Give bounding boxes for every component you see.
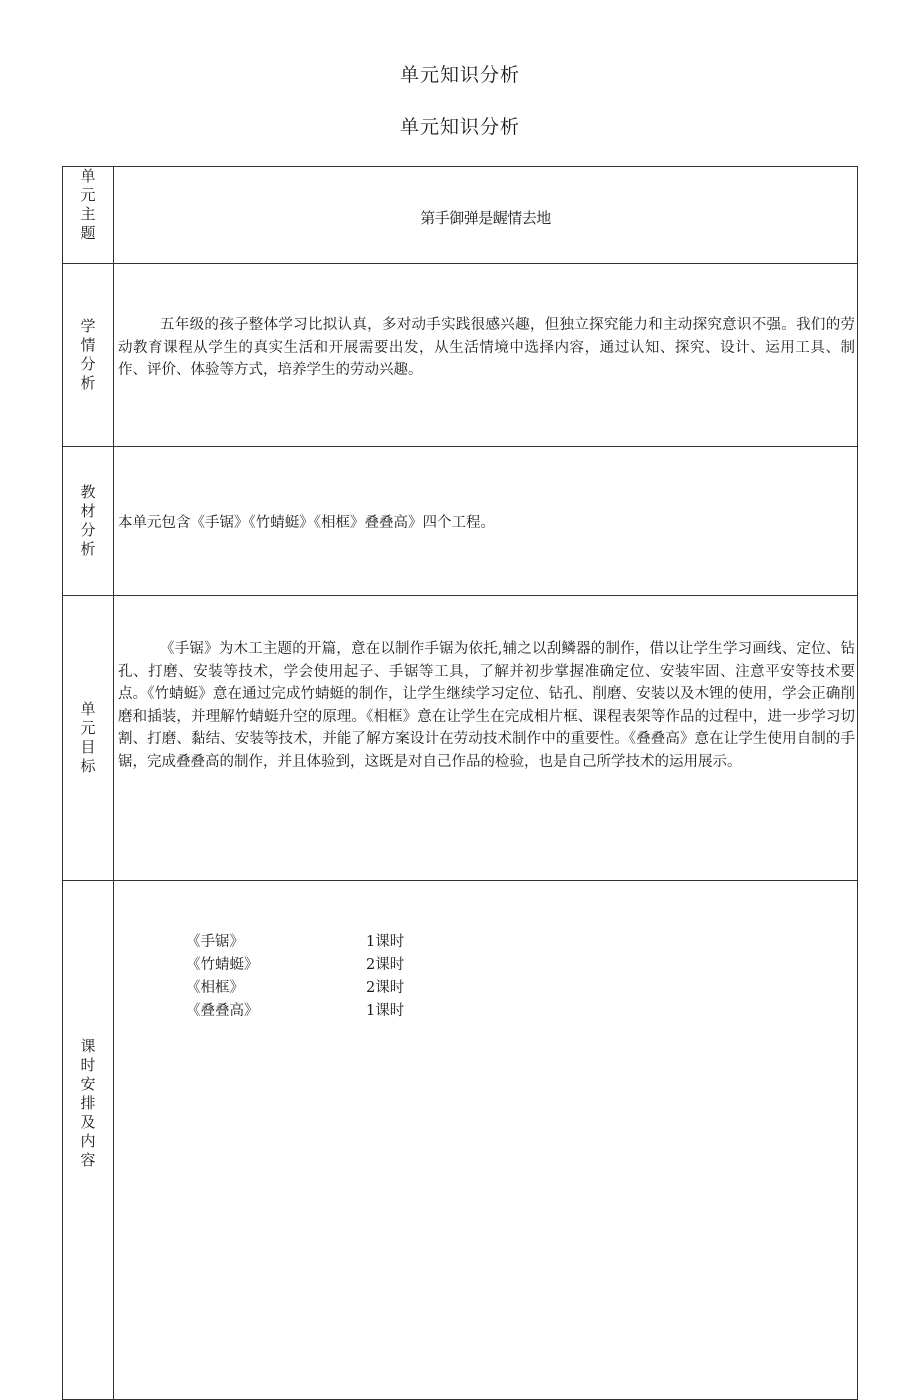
label-cell-schedule xyxy=(63,881,114,1400)
list-item xyxy=(186,954,857,977)
label-cell-material xyxy=(63,447,114,596)
lesson-hours: 1课时 xyxy=(366,934,405,950)
content-cell-material xyxy=(114,447,858,596)
label-unit-goal: 单元目标 xyxy=(80,700,96,775)
list-item xyxy=(186,931,857,954)
lesson-name: 《叠叠高》 xyxy=(186,1003,259,1019)
table-row-topic xyxy=(63,167,858,264)
lesson-name: 《手锯》 xyxy=(186,934,244,950)
label-schedule: 课时安排及内容 xyxy=(80,1037,96,1169)
table-row-material-analysis xyxy=(63,447,858,596)
material-analysis-text: 本单元包含《手锯》《竹蜻蜓》《相框》叠叠高》四个工程。 xyxy=(118,514,495,531)
table-row-unit-goal xyxy=(63,596,858,881)
list-item xyxy=(186,977,857,1000)
schedule-list xyxy=(114,931,857,1023)
table-row-schedule xyxy=(63,881,858,1400)
lesson-hours: 1课时 xyxy=(366,1003,405,1019)
page-subtitle: 单元知识分析 xyxy=(399,116,520,138)
label-topic: 单元主题 xyxy=(80,167,96,242)
content-cell-goal xyxy=(114,596,858,881)
list-item xyxy=(186,1000,857,1023)
content-cell-student xyxy=(114,264,858,447)
page-title: 单元知识分析 xyxy=(399,64,520,86)
lesson-hours: 2课时 xyxy=(366,980,405,996)
unit-topic-text: 第手御弹是龌情去地 xyxy=(420,208,551,227)
label-student-analysis: 学情分析 xyxy=(80,317,96,392)
label-material-analysis: 教材分析 xyxy=(80,483,96,558)
unit-goal-text: 《手锯》为木工主题的开篇，意在以制作手锯为依托,辅之以刮鳞器的制作，借以让学生学习画线、定位、钻孔、打磨、安装等技术，学会使用起子、手锯等工具，了解并初步掌握准确定位、安装牢固、注意平安等技术要点。《竹蜻蜓》意在通过完成竹蜻蜓的制作，让学生继续学习定位、钻孔、削磨、安装以及木锂的使用，学会正确削磨和插装，并理解竹蜻蜓升空的原理。《相框》意在让学生在完成相片框、课程表架等作品的过程中，进一步学习切割、打磨、黏结、安装等技术，并能了解方案设计在劳动技术制作中的重要性。《叠叠高》意在让学生使用自制的手锯，完成叠叠高的制作，并且体验到，这既是对自己作品的检验，也是自己所学技术的运用展示。 xyxy=(118,641,855,770)
lesson-hours: 2课时 xyxy=(366,957,405,973)
label-cell-topic xyxy=(63,167,114,264)
content-cell-topic xyxy=(114,167,858,264)
content-cell-schedule xyxy=(114,881,858,1400)
lesson-name: 《相框》 xyxy=(186,980,244,996)
unit-analysis-table xyxy=(62,166,858,1400)
label-cell-student xyxy=(63,264,114,447)
table-row-student-analysis xyxy=(63,264,858,447)
student-analysis-text: 五年级的孩子整体学习比拟认真，多对动手实践很感兴趣，但独立探究能力和主动探究意识不强。我们的劳动教育课程从学生的真实生活和开展需要出发，从生活情境中选择内容，通过认知、探究、设计、运用工具、制作、评价、体验等方式，培养学生的劳动兴趣。 xyxy=(118,317,855,379)
lesson-name: 《竹蜻蜓》 xyxy=(186,957,259,973)
label-cell-goal xyxy=(63,596,114,881)
